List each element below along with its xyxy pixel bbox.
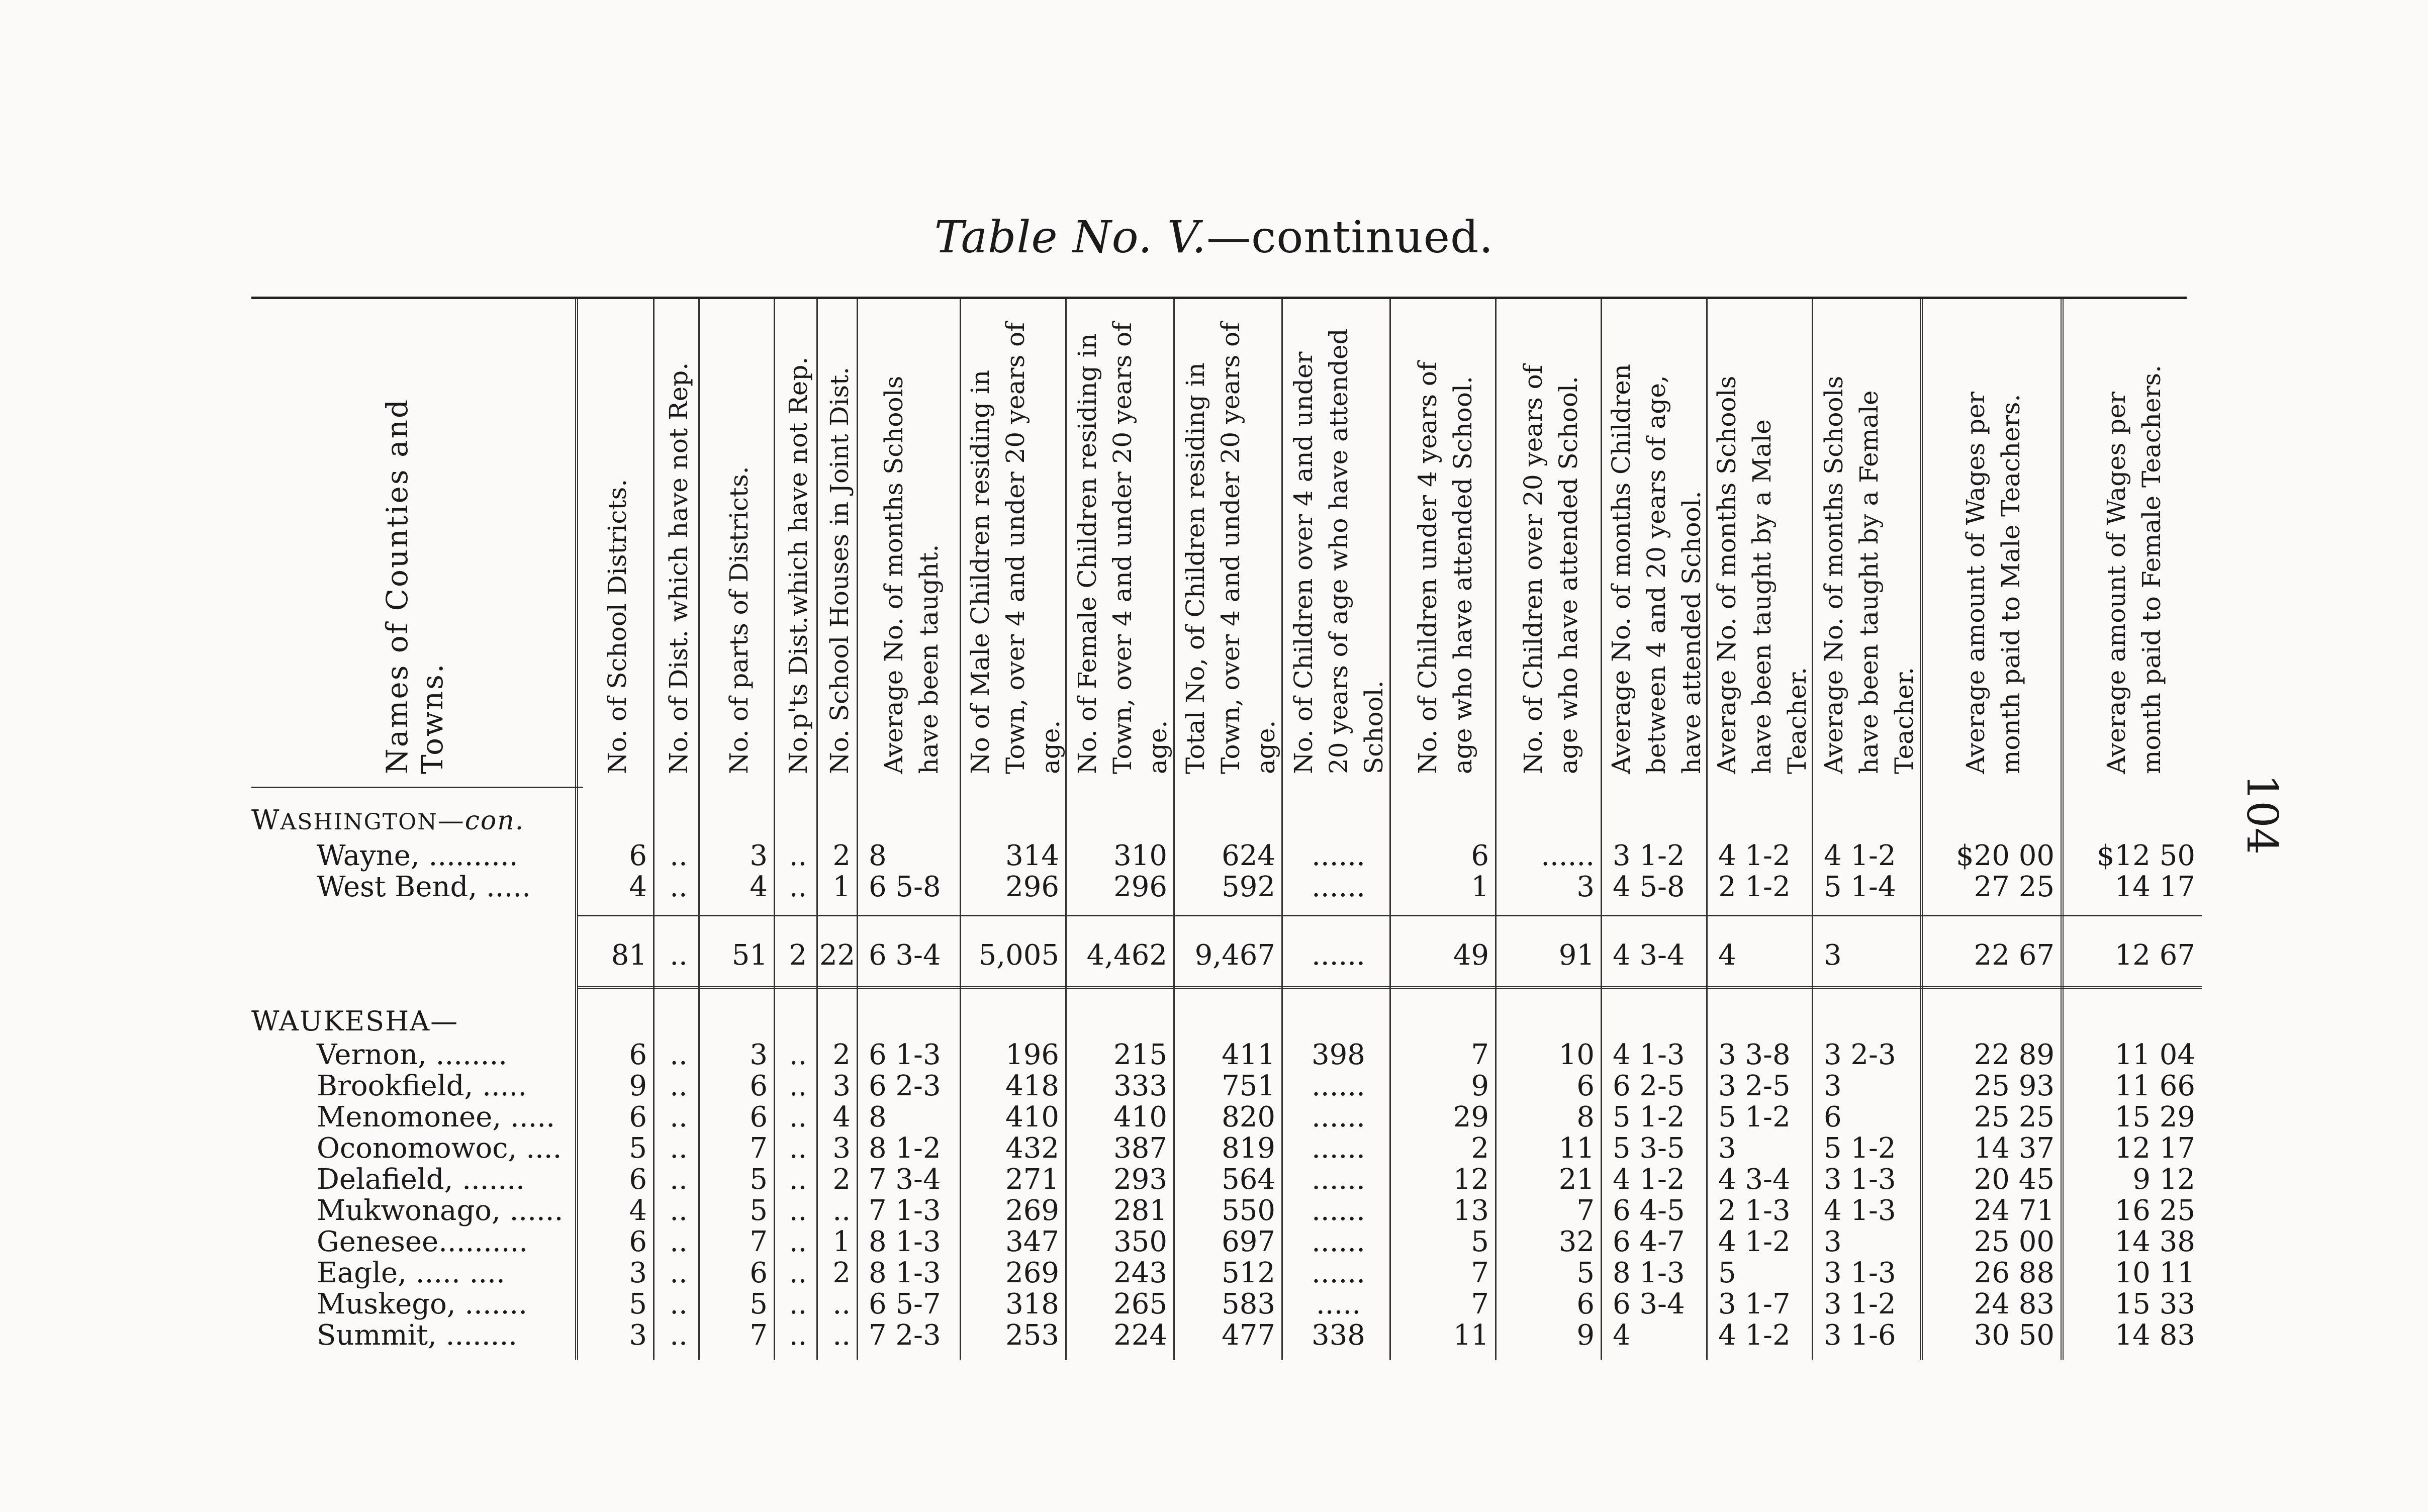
table-cell: 4 1-2 — [1718, 1225, 1791, 1258]
total-bottom-rule — [578, 986, 2202, 989]
table-cell: ...... — [1312, 1101, 1365, 1133]
table-cell: 296 — [1113, 871, 1167, 903]
table-cell: 269 — [1005, 1194, 1059, 1227]
title-continued: —continued. — [1206, 211, 1494, 263]
table-cell: .. — [789, 1101, 807, 1133]
table-cell: ...... — [1312, 1070, 1365, 1102]
table-cell: 3 — [832, 1132, 851, 1165]
column-header — [860, 312, 963, 774]
table-cell: 4 — [629, 871, 647, 903]
town-name: West Bend, ..... — [317, 871, 531, 903]
town-name: Brookfield, ..... — [317, 1070, 527, 1102]
town-name: Mukwonago, ...... — [317, 1194, 564, 1227]
table-cell: 5 — [1471, 1225, 1489, 1258]
table-cell: .. — [832, 1194, 851, 1227]
table-cell: 410 — [1113, 1101, 1167, 1133]
table-cell: 3 2-3 — [1824, 1038, 1896, 1071]
table-row — [0, 1071, 2428, 1102]
table-cell: 7 — [1576, 1194, 1595, 1227]
table-cell: .. — [789, 1194, 807, 1227]
table-cell: 14 83 — [2114, 1319, 2195, 1352]
table-cell: 5 1-2 — [1824, 1132, 1896, 1165]
table-cell: 820 — [1222, 1101, 1275, 1133]
table-cell: 550 — [1222, 1194, 1275, 1227]
table-cell: 7 — [750, 1132, 768, 1165]
table-cell: 2 — [832, 1163, 851, 1196]
column-header-text: No. of Children over 4 and under 20 years of age who have attended School. — [1288, 328, 1388, 774]
table-cell: ...... — [1312, 1225, 1365, 1258]
table-cell: 5 — [1576, 1257, 1595, 1289]
table-cell: 6 4-7 — [1613, 1225, 1685, 1258]
table-cell: 310 — [1113, 839, 1167, 872]
table-cell: 3 1-7 — [1718, 1288, 1791, 1320]
table-cell: 6 — [1824, 1101, 1842, 1133]
town-name: Menomonee, ..... — [317, 1101, 555, 1133]
table-cell: 14 37 — [1974, 1132, 2055, 1165]
table-cell: .. — [670, 1101, 688, 1133]
table-cell: 9 — [1576, 1319, 1595, 1352]
table-cell: 5 1-2 — [1718, 1101, 1791, 1133]
column-header — [1176, 312, 1284, 774]
table-cell: 281 — [1113, 1194, 1167, 1227]
table-cell: ...... — [1312, 1163, 1365, 1196]
table-cell: 22 67 — [1974, 939, 2055, 972]
column-header — [701, 312, 777, 774]
table-cell: 819 — [1222, 1132, 1275, 1165]
table-cell: $12 50 — [2097, 839, 2195, 872]
table-cell: 592 — [1222, 871, 1275, 903]
column-header-text: Names of Counties and Towns. — [380, 398, 449, 774]
table-cell: 6 3-4 — [869, 939, 941, 972]
table-cell: 22 — [819, 939, 856, 972]
table-cell: 243 — [1113, 1257, 1167, 1289]
table-cell: 5,005 — [978, 939, 1059, 972]
table-cell: 2 1-2 — [1718, 871, 1791, 903]
table-cell: 224 — [1113, 1319, 1167, 1352]
table-row — [0, 1133, 2428, 1164]
table-cell: 27 25 — [1974, 871, 2055, 903]
table-cell: 4 1-2 — [1613, 1163, 1685, 1196]
table-cell: .. — [789, 1070, 807, 1102]
table-cell: 751 — [1222, 1070, 1275, 1102]
table-cell: 91 — [1558, 939, 1595, 972]
table-cell: 6 — [750, 1101, 768, 1133]
table-cell: 16 25 — [2114, 1194, 2195, 1227]
table-cell: 314 — [1005, 839, 1059, 872]
table-cell: 269 — [1005, 1257, 1059, 1289]
table-cell: 583 — [1222, 1288, 1275, 1320]
table-row — [0, 1164, 2428, 1195]
column-header — [656, 312, 701, 774]
table-cell: ...... — [1312, 839, 1365, 872]
table-cell: .. — [670, 1257, 688, 1289]
table-cell: 398 — [1312, 1038, 1365, 1071]
town-name: Muskego, ....... — [317, 1288, 527, 1320]
column-header-text: No. School Houses in Joint Dist. — [825, 366, 854, 774]
table-cell: 29 — [1453, 1101, 1489, 1133]
table-cell: 4 — [832, 1101, 851, 1133]
table-cell: 3 — [832, 1070, 851, 1102]
page-title — [0, 211, 2428, 263]
table-cell: 14 17 — [2114, 871, 2195, 903]
column-header-text: No. of Children over 20 years of age who have attended School. — [1519, 364, 1583, 774]
table-cell: .. — [832, 1319, 851, 1352]
header-bottom-rule — [251, 787, 583, 788]
table-cell: 4 — [1718, 939, 1736, 972]
table-cell: 5 — [750, 1288, 768, 1320]
town-name: Genesee.......... — [317, 1225, 528, 1258]
table-cell: 8 — [869, 1101, 887, 1133]
table-cell: 4 1-3 — [1613, 1038, 1685, 1071]
table-cell: 6 2-3 — [869, 1070, 941, 1102]
table-cell: 512 — [1222, 1257, 1275, 1289]
section-heading: WAUKESHA— — [251, 1005, 459, 1037]
table-cell: 8 1-3 — [869, 1257, 941, 1289]
column-header — [777, 312, 819, 774]
table-cell: 6 — [1576, 1288, 1595, 1320]
section-suffix: —con. — [437, 806, 525, 836]
table-cell: 51 — [731, 939, 768, 972]
column-header — [819, 312, 860, 774]
table-cell: .. — [789, 1319, 807, 1352]
town-name: Delafield, ....... — [317, 1163, 525, 1196]
town-name: Vernon, ........ — [317, 1038, 508, 1071]
column-header-text: No. of parts of Districts. — [724, 466, 754, 774]
table-cell: 11 66 — [2114, 1070, 2195, 1102]
table-row — [0, 1289, 2428, 1320]
table-cell: 11 04 — [2114, 1038, 2195, 1071]
table-cell: 6 — [1576, 1070, 1595, 1102]
column-header-text: No. of Female Children residing in Town, over 4 and under 20 years of age. — [1072, 322, 1172, 774]
table-cell: 12 67 — [2114, 939, 2195, 972]
table-cell: 7 — [1471, 1038, 1489, 1071]
column-header — [1709, 312, 1815, 774]
table-cell: 7 — [1471, 1288, 1489, 1320]
table-cell: 6 2-5 — [1613, 1070, 1685, 1102]
table-cell: 4 1-2 — [1718, 1319, 1791, 1352]
table-cell: 564 — [1222, 1163, 1275, 1196]
table-cell: 1 — [832, 1225, 851, 1258]
column-header-text: Average amount of Wages per month paid to Female Teachers. — [2102, 364, 2166, 774]
column-header — [1392, 312, 1498, 774]
table-cell: ...... — [1541, 839, 1595, 872]
table-cell: 3 — [1576, 871, 1595, 903]
table-cell: 6 — [750, 1070, 768, 1102]
table-cell: 296 — [1005, 871, 1059, 903]
table-cell: 3 3-8 — [1718, 1038, 1791, 1071]
table-cell: 13 — [1453, 1194, 1489, 1227]
table-cell: 15 29 — [2114, 1101, 2195, 1133]
column-header-text: No.p'ts Dist.which have not Rep. — [783, 356, 813, 774]
column-header — [1284, 312, 1392, 774]
table-cell: 11 — [1453, 1319, 1489, 1352]
table-cell: 12 — [1453, 1163, 1489, 1196]
table-row — [0, 1195, 2428, 1226]
table-cell: 477 — [1222, 1319, 1275, 1352]
table-cell: 6 4-5 — [1613, 1194, 1685, 1227]
table-cell: 6 — [629, 839, 647, 872]
table-cell: 4 3-4 — [1613, 939, 1685, 972]
table-cell: .. — [670, 1070, 688, 1102]
table-cell: .. — [670, 1288, 688, 1320]
table-cell: 4 — [1613, 1319, 1631, 1352]
table-cell: 25 00 — [1974, 1225, 2055, 1258]
table-cell: .. — [789, 1257, 807, 1289]
table-cell: 5 1-4 — [1824, 871, 1896, 903]
table-cell: 318 — [1005, 1288, 1059, 1320]
table-cell: 7 — [750, 1225, 768, 1258]
column-header — [963, 312, 1068, 774]
table-cell: 5 — [750, 1194, 768, 1227]
table-cell: 25 25 — [1974, 1101, 2055, 1133]
table-cell: 350 — [1113, 1225, 1167, 1258]
column-header — [1498, 312, 1604, 774]
table-cell: 22 89 — [1974, 1038, 2055, 1071]
column-header — [1068, 312, 1176, 774]
column-header-text: Average No. of months Children between 4 and 20 years of age, have attended School. — [1607, 363, 1706, 774]
table-cell: 5 — [629, 1288, 647, 1320]
column-header-text: Average No. of months Schools have been taught by a Male Teacher. — [1712, 375, 1812, 774]
table-cell: 7 — [1471, 1257, 1489, 1289]
table-cell: 8 — [869, 839, 887, 872]
column-header — [1604, 312, 1709, 774]
table-cell: 432 — [1005, 1132, 1059, 1165]
table-cell: 4 — [750, 871, 768, 903]
table-cell: .. — [670, 939, 688, 972]
table-cell: 5 3-5 — [1613, 1132, 1685, 1165]
table-cell: 32 — [1558, 1225, 1595, 1258]
table-cell: 3 1-6 — [1824, 1319, 1896, 1352]
column-header — [1923, 312, 2064, 774]
table-cell: 81 — [611, 939, 647, 972]
table-cell: 6 — [629, 1225, 647, 1258]
table-cell: 196 — [1005, 1038, 1059, 1071]
table-cell: 6 — [629, 1101, 647, 1133]
table-cell: 3 1-3 — [1824, 1163, 1896, 1196]
table-cell: 3 1-2 — [1824, 1288, 1896, 1320]
table-cell: 7 1-3 — [869, 1194, 941, 1227]
table-cell: 4 — [629, 1194, 647, 1227]
page-number: 104 — [2237, 774, 2287, 855]
table-cell: 7 2-3 — [869, 1319, 941, 1352]
table-cell: 2 1-3 — [1718, 1194, 1791, 1227]
column-header — [2064, 312, 2204, 774]
table-cell: 10 — [1558, 1038, 1595, 1071]
table-cell: 3 — [1824, 939, 1842, 972]
table-cell: .. — [670, 1194, 688, 1227]
section-heading — [251, 804, 524, 836]
column-header — [578, 312, 656, 774]
table-cell: 24 83 — [1974, 1288, 2055, 1320]
table-cell: 4 1-2 — [1718, 839, 1791, 872]
table-cell: 6 1-3 — [869, 1038, 941, 1071]
total-row — [0, 940, 2428, 971]
table-cell: ...... — [1312, 871, 1365, 903]
table-row — [0, 1226, 2428, 1258]
table-cell: .. — [670, 1225, 688, 1258]
table-cell: 3 — [750, 1038, 768, 1071]
table-cell: 4 1-2 — [1824, 839, 1896, 872]
table-cell: $20 00 — [1956, 839, 2055, 872]
table-cell: ...... — [1312, 1257, 1365, 1289]
table-cell: 25 93 — [1974, 1070, 2055, 1102]
column-header-text: No. of School Districts. — [602, 479, 632, 774]
table-cell: 3 — [629, 1257, 647, 1289]
table-cell: .. — [670, 1163, 688, 1196]
table-cell: 21 — [1558, 1163, 1595, 1196]
table-cell: 3 — [629, 1319, 647, 1352]
section-name: WASHINGTON — [251, 804, 438, 836]
column-header-text: No. of Children under 4 years of age who have attended School. — [1413, 361, 1477, 774]
table-row — [0, 1320, 2428, 1351]
table-cell: 347 — [1005, 1225, 1059, 1258]
table-cell: 6 5-7 — [869, 1288, 941, 1320]
table-cell: 338 — [1312, 1319, 1365, 1352]
table-cell: .. — [789, 839, 807, 872]
table-cell: 333 — [1113, 1070, 1167, 1102]
table-cell: 411 — [1222, 1038, 1275, 1071]
table-cell: 49 — [1453, 939, 1489, 972]
table-cell: 8 1-2 — [869, 1132, 941, 1165]
table-cell: 12 17 — [2114, 1132, 2195, 1165]
table-number: Table No. V. — [934, 211, 1207, 263]
table-cell: 253 — [1005, 1319, 1059, 1352]
table-cell: 4,462 — [1086, 939, 1167, 972]
table-cell: .. — [670, 1132, 688, 1165]
table-cell: 9,467 — [1194, 939, 1275, 972]
table-cell: 3 — [1824, 1070, 1842, 1102]
table-cell: 6 — [629, 1038, 647, 1071]
table-cell: 4 5-8 — [1613, 871, 1685, 903]
table-cell: 3 2-5 — [1718, 1070, 1791, 1102]
table-cell: 9 12 — [2132, 1163, 2195, 1196]
table-cell: .. — [670, 1319, 688, 1352]
table-cell: 697 — [1222, 1225, 1275, 1258]
table-cell: ...... — [1312, 1132, 1365, 1165]
table-row — [0, 1040, 2428, 1071]
table-cell: ...... — [1312, 939, 1365, 972]
column-header-text: Average amount of Wages per month paid to Male Teachers. — [1961, 392, 2025, 774]
table-cell: 1 — [832, 871, 851, 903]
table-cell: 2 — [789, 939, 807, 972]
table-cell: 11 — [1558, 1132, 1595, 1165]
table-cell: .. — [670, 871, 688, 903]
table-cell: 9 — [629, 1070, 647, 1102]
table-cell: 2 — [832, 1257, 851, 1289]
town-name: Oconomowoc, .... — [317, 1132, 562, 1165]
table-cell: 4 3-4 — [1718, 1163, 1791, 1196]
top-rule — [251, 297, 2187, 299]
table-cell: 8 — [1576, 1101, 1595, 1133]
table-cell: 8 1-3 — [1613, 1257, 1685, 1289]
table-cell: .. — [670, 1038, 688, 1071]
table-cell: 15 33 — [2114, 1288, 2195, 1320]
table-cell: .. — [789, 1163, 807, 1196]
table-cell: 3 1-3 — [1824, 1257, 1896, 1289]
table-cell: 14 38 — [2114, 1225, 2195, 1258]
table-cell: 4 1-3 — [1824, 1194, 1896, 1227]
table-cell: 3 1-2 — [1613, 839, 1685, 872]
town-name: Eagle, ..... .... — [317, 1257, 505, 1289]
town-name: Wayne, .......... — [317, 839, 518, 872]
table-cell: 3 — [1824, 1225, 1842, 1258]
table-cell: 3 — [750, 839, 768, 872]
table-cell: .. — [670, 839, 688, 872]
table-cell: .. — [789, 1038, 807, 1071]
table-cell: 7 — [750, 1319, 768, 1352]
table-cell: 2 — [1471, 1132, 1489, 1165]
table-cell: 2 — [832, 839, 851, 872]
table-row — [0, 872, 2428, 903]
column-header-text: Total No, of Children residing in Town, over 4 and under 20 years of age. — [1180, 322, 1280, 774]
table-cell: .. — [832, 1288, 851, 1320]
town-name — [317, 940, 568, 971]
table-cell: 215 — [1113, 1038, 1167, 1071]
table-cell: 5 — [1718, 1257, 1736, 1289]
table-cell: 26 88 — [1974, 1257, 2055, 1289]
table-cell: 20 45 — [1974, 1163, 2055, 1196]
table-cell: 24 71 — [1974, 1194, 2055, 1227]
column-header-text: No of Male Children residing in Town, over 4 and under 20 years of age. — [966, 322, 1065, 774]
table-cell: 624 — [1222, 839, 1275, 872]
table-cell: 265 — [1113, 1288, 1167, 1320]
column-header-text: Average No. of months Schools have been taught by a Female Teacher. — [1819, 375, 1919, 774]
table-cell: 9 — [1471, 1070, 1489, 1102]
table-cell: 30 50 — [1974, 1319, 2055, 1352]
table-cell: ..... — [1316, 1288, 1361, 1320]
table-cell: .. — [789, 871, 807, 903]
table-row — [0, 840, 2428, 872]
table-cell: 2 — [832, 1038, 851, 1071]
table-row — [0, 1102, 2428, 1133]
table-cell: 6 5-8 — [869, 871, 941, 903]
table-row — [0, 1258, 2428, 1289]
table-cell: 271 — [1005, 1163, 1059, 1196]
table-cell: ...... — [1312, 1194, 1365, 1227]
table-cell: 1 — [1471, 871, 1489, 903]
column-header — [1815, 312, 1923, 774]
table-cell: 3 — [1718, 1132, 1736, 1165]
table-cell: 10 11 — [2114, 1257, 2195, 1289]
table-cell: 8 1-3 — [869, 1225, 941, 1258]
table-cell: 6 3-4 — [1613, 1288, 1685, 1320]
table-cell: .. — [789, 1225, 807, 1258]
table-cell: 6 — [1471, 839, 1489, 872]
column-header-text: No. of Dist. which have not Rep. — [664, 362, 693, 774]
table-cell: 6 — [750, 1257, 768, 1289]
table-cell: 7 3-4 — [869, 1163, 941, 1196]
table-cell: 5 1-2 — [1613, 1101, 1685, 1133]
table-cell: 387 — [1113, 1132, 1167, 1165]
section-name-smallcaps: ASHINGTON — [280, 809, 438, 835]
table-cell: 293 — [1113, 1163, 1167, 1196]
table-cell: 6 — [629, 1163, 647, 1196]
table-cell: .. — [789, 1288, 807, 1320]
table-cell: 418 — [1005, 1070, 1059, 1102]
table-cell: .. — [789, 1132, 807, 1165]
table-cell: 5 — [750, 1163, 768, 1196]
town-name: Summit, ........ — [317, 1319, 518, 1352]
table-cell: 5 — [629, 1132, 647, 1165]
table-cell: 410 — [1005, 1101, 1059, 1133]
column-header-text: Average No. of months Schools have been taught. — [879, 375, 944, 774]
total-top-rule — [578, 915, 2202, 916]
names-header — [251, 312, 578, 774]
